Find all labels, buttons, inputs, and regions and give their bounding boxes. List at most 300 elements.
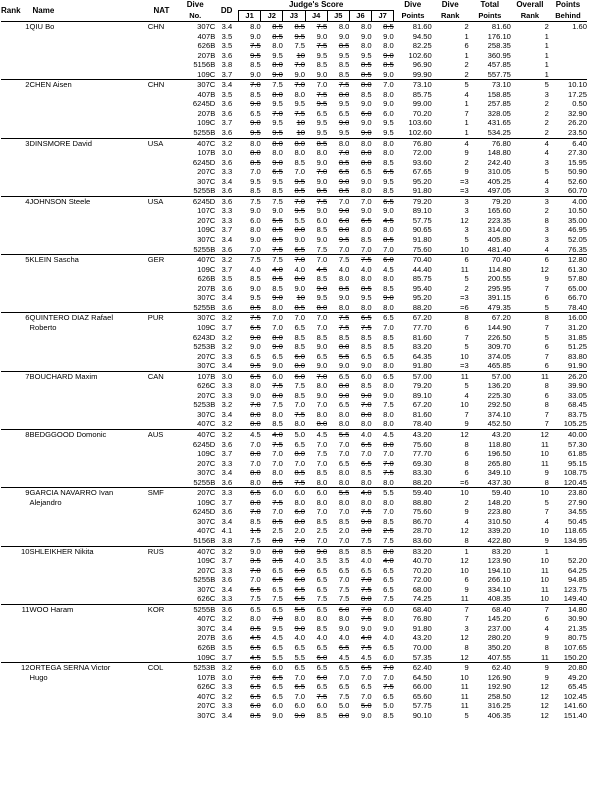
judge-score-value: 9.0	[294, 235, 306, 245]
judge-score-value: 8.0	[250, 614, 261, 624]
judge-score	[239, 352, 261, 362]
dive-number: 109C	[197, 556, 216, 566]
dive-rank: 11	[460, 594, 469, 604]
judge-score-value: 8.5	[383, 157, 394, 167]
judge-score-value: 6.5	[316, 108, 328, 118]
overall-rank: 1	[544, 60, 549, 70]
name-blank	[30, 391, 148, 401]
judge-score-value: 8.5	[383, 60, 394, 70]
judge-score	[327, 361, 349, 371]
points-behind: 23.50	[567, 128, 587, 138]
judge-score	[327, 118, 349, 128]
judge-score-value: 9.0	[250, 283, 261, 293]
judge-score	[239, 167, 261, 177]
judge-score-value: 6.5	[272, 575, 283, 585]
nat-blank	[148, 158, 175, 168]
points-behind	[549, 51, 587, 61]
judge-score-value: 7.0	[272, 507, 283, 517]
judge-score-value: 8.0	[383, 361, 394, 371]
judge-score-value: 8.0	[316, 477, 328, 487]
total-points: 126.90	[487, 672, 511, 682]
difficulty: 3.6	[221, 477, 233, 487]
total-points: 114.80	[488, 264, 511, 274]
judge-score-value: 6.0	[250, 701, 261, 711]
judge-score-value: 8.0	[294, 449, 306, 459]
judge-score-value: 9.0	[338, 176, 350, 186]
dive-row	[1, 303, 587, 313]
judge-score-value: 8.0	[338, 381, 350, 391]
dive-rank: 1	[464, 31, 469, 41]
judge-score	[239, 498, 261, 508]
judge-score	[327, 245, 349, 255]
judge-score-value: 8.5	[316, 332, 328, 342]
dive-points: 99.90	[412, 69, 432, 79]
points-behind	[549, 60, 587, 70]
judge-score	[283, 701, 305, 711]
judge-score	[372, 216, 394, 226]
dive-number: 6243D	[192, 332, 216, 342]
judge-score	[349, 673, 371, 683]
judge-score-value: 2.0	[294, 526, 306, 536]
dive-row	[1, 633, 587, 643]
judge-score	[372, 585, 394, 595]
judge-score	[305, 663, 327, 673]
judge-score	[305, 41, 327, 51]
judge-score-value: 7.5	[316, 594, 328, 604]
judge-score-value: 7.0	[294, 167, 306, 177]
dive-number: 407C	[197, 614, 216, 624]
judge-score-value: 6.0	[316, 488, 328, 498]
judge-score-value: 8.0	[360, 41, 372, 51]
header-judge-1: J1	[239, 11, 261, 22]
judge-score-value: 4.0	[272, 429, 283, 439]
total-points: 557.75	[487, 69, 511, 79]
judge-score	[372, 51, 394, 61]
total-points: 328.05	[487, 108, 511, 118]
dive-points: 83.30	[412, 468, 432, 478]
dive-points: 67.20	[412, 400, 432, 410]
name-blank	[30, 352, 148, 362]
overall-rank: 6	[511, 255, 549, 265]
judge-score	[239, 594, 261, 604]
nat-blank	[148, 109, 175, 119]
judge-score	[349, 711, 371, 721]
judge-score-value: 1.5	[250, 526, 261, 536]
judge-score	[305, 488, 327, 498]
judge-score-value: 7.5	[360, 614, 372, 624]
difficulty: 3.6	[221, 244, 233, 254]
judge-score	[239, 381, 261, 391]
points-behind: 65.45	[567, 682, 587, 692]
judge-score-value: 7.0	[360, 244, 372, 254]
judge-score-value: 9.0	[383, 390, 394, 400]
judge-score-value: 9.5	[383, 176, 394, 186]
judge-score	[305, 148, 327, 158]
points-behind: 141.60	[563, 701, 587, 711]
judge-score	[261, 711, 283, 721]
judge-score	[261, 566, 283, 576]
judge-score-value: 6.0	[383, 652, 394, 662]
judge-score-value: 7.5	[383, 468, 394, 478]
judge-score-value: 8.0	[316, 419, 328, 429]
judge-score-value: 6.5	[338, 371, 350, 381]
dive-row	[1, 478, 587, 488]
points-behind: 40.00	[549, 429, 587, 439]
dive-row	[1, 196, 587, 206]
judge-score	[261, 118, 283, 128]
name-blank	[30, 468, 148, 478]
dive-points: 72.00	[412, 148, 432, 158]
judge-score-value: 8.5	[383, 342, 394, 352]
athlete-name: ORTEGA SERNA Victor	[30, 663, 148, 673]
judge-score-value: 9.0	[250, 546, 261, 556]
judge-score	[372, 440, 394, 450]
points-behind: 30.90	[567, 614, 587, 624]
judge-score-value: 7.0	[360, 691, 372, 701]
dive-points: 95.20	[412, 293, 432, 303]
athlete-name: BEDGGOOD Domonic	[30, 429, 148, 439]
dive-points: 90.10	[412, 710, 432, 720]
points-behind	[549, 41, 587, 51]
judge-score	[349, 653, 371, 663]
judge-score-value: 8.5	[316, 710, 328, 720]
header-judge-5: J5	[327, 11, 349, 22]
judge-score	[283, 604, 305, 614]
name-blank	[30, 225, 148, 235]
overall-rank: 4	[544, 148, 549, 158]
judge-score-value: 6.5	[338, 167, 350, 177]
judge-score-value: 6.5	[250, 351, 261, 361]
dive-number: 307C	[197, 468, 216, 478]
judge-score-value: 8.5	[338, 332, 350, 342]
judge-score-value: 7.0	[338, 507, 350, 517]
judge-score	[283, 459, 305, 469]
rank-blank	[1, 633, 30, 643]
judge-score	[305, 235, 327, 245]
header-nat: NAT	[153, 5, 170, 15]
judge-score-value: 8.0	[360, 186, 372, 196]
judge-score-value: 8.5	[383, 235, 394, 245]
nat-blank	[148, 342, 175, 352]
judge-score-value: 8.0	[294, 497, 306, 507]
judge-score	[261, 342, 283, 352]
judge-score-value: 7.5	[272, 255, 283, 265]
dive-rank: 4	[464, 390, 469, 400]
judge-score-value: 7.0	[250, 80, 261, 90]
overall-rank: 3	[511, 196, 549, 206]
judge-score-value: 8.0	[383, 302, 394, 312]
judge-score-value: 8.5	[316, 60, 328, 70]
judge-score-value: 8.5	[272, 283, 283, 293]
judge-score	[349, 32, 371, 42]
judge-score-value: 8.0	[272, 41, 283, 51]
dive-rank: 12	[460, 556, 469, 566]
judge-score-value: 5.0	[294, 429, 306, 439]
judge-score-value: 6.5	[383, 565, 394, 575]
dive-row	[1, 128, 587, 138]
judge-score	[349, 643, 371, 653]
name-blank	[30, 51, 148, 61]
judge-score	[372, 449, 394, 459]
athlete-nat: CHN	[148, 80, 175, 90]
dive-row	[1, 323, 587, 333]
dive-rank: 6	[464, 322, 469, 332]
judge-score	[372, 361, 394, 371]
judge-score	[372, 32, 394, 42]
header-overall-rank-2: Rank	[520, 10, 540, 20]
dive-number: 207B	[197, 283, 216, 293]
dive-row	[1, 90, 587, 100]
difficulty: 3.6	[221, 633, 233, 643]
points-behind: 134.95	[563, 535, 587, 545]
judge-score-value: 6.0	[272, 663, 283, 673]
judge-score-value: 8.0	[294, 419, 306, 429]
judge-score	[283, 32, 305, 42]
dive-rank: 7	[464, 409, 469, 419]
judge-score-value: 7.5	[383, 682, 394, 692]
judge-score-value: 6.5	[272, 351, 283, 361]
points-behind	[549, 32, 587, 42]
judge-score-value: 9.5	[294, 99, 306, 109]
name-blank	[30, 293, 148, 303]
judge-score	[239, 60, 261, 70]
judge-score-value: 8.5	[316, 225, 328, 235]
dive-row	[1, 526, 587, 536]
judge-score-value: 8.5	[316, 138, 328, 148]
judge-score-value: 6.5	[294, 643, 306, 652]
judge-score	[239, 235, 261, 245]
judge-score-value: 9.5	[338, 50, 350, 60]
name-blank	[30, 517, 148, 527]
judge-score-value: 8.0	[383, 138, 394, 148]
judge-score-value: 8.5	[360, 546, 372, 556]
dive-points: 74.25	[412, 594, 432, 604]
overall-rank: 4	[544, 623, 549, 633]
judge-score-value: 6.5	[360, 682, 372, 692]
judge-score-value: 4.0	[250, 264, 261, 274]
judge-score-value: 6.5	[250, 691, 261, 701]
rank-blank	[1, 216, 30, 226]
judge-score-value: 4.5	[360, 652, 372, 662]
athlete-nat: PUR	[148, 313, 175, 323]
points-behind: 1.60	[549, 22, 587, 32]
dive-row	[1, 313, 587, 323]
judge-score-value: 3.0	[360, 526, 372, 536]
points-behind: 14.80	[549, 604, 587, 614]
judge-score	[283, 51, 305, 61]
judge-score-value: 6.5	[383, 584, 394, 594]
judge-score-value: 6.5	[294, 322, 306, 332]
dive-points: 90.65	[412, 225, 432, 235]
judge-score-value: 7.0	[294, 196, 306, 206]
judge-score-value: 7.0	[338, 575, 350, 585]
judge-score	[327, 51, 349, 61]
judge-score-value: 8.5	[316, 623, 328, 633]
points-behind: 83.75	[567, 409, 587, 419]
total-points: 360.95	[487, 50, 511, 60]
judge-score	[349, 138, 371, 148]
judge-score-value: 8.5	[250, 516, 261, 526]
dive-row	[1, 468, 587, 478]
dive-rank: 12	[460, 526, 469, 536]
dive-row	[1, 701, 587, 711]
dive-row	[1, 692, 587, 702]
overall-rank: 10	[540, 526, 549, 536]
dive-number: 626B	[197, 274, 216, 284]
nat-blank	[148, 400, 175, 410]
judge-score-value: 7.5	[360, 322, 372, 332]
rank-blank	[1, 274, 30, 284]
judge-score	[372, 624, 394, 634]
points-behind: 4.00	[549, 196, 587, 206]
difficulty: 3.0	[221, 672, 233, 682]
judge-score	[372, 391, 394, 401]
judge-score	[327, 429, 349, 439]
judge-score-value: 9.0	[250, 206, 261, 216]
judge-score-value: 8.0	[383, 381, 394, 391]
judge-score-value: 5.0	[360, 701, 372, 711]
judge-score-value: 9.0	[360, 516, 372, 526]
name-blank	[30, 284, 148, 294]
judge-score	[327, 99, 349, 109]
dive-row	[1, 643, 587, 653]
judge-score-value: 6.5	[316, 663, 328, 673]
judge-score	[327, 323, 349, 333]
judge-score	[349, 488, 371, 498]
judge-score-value: 6.0	[250, 663, 261, 673]
rank-blank	[1, 235, 30, 245]
judge-score	[305, 118, 327, 128]
total-points: 350.20	[487, 643, 511, 652]
judge-score-value: 8.0	[272, 546, 283, 556]
nat-blank	[148, 449, 175, 459]
judge-score	[372, 313, 394, 323]
nat-blank	[148, 216, 175, 226]
judge-score	[283, 41, 305, 51]
points-behind: 66.70	[567, 293, 587, 303]
rank-blank	[1, 711, 30, 721]
dive-points: 86.70	[412, 516, 432, 526]
judge-score	[305, 352, 327, 362]
judge-score	[327, 526, 349, 536]
points-behind: 95.15	[567, 458, 587, 468]
judge-score-value: 6.5	[272, 167, 283, 177]
judge-score-value: 9.5	[360, 293, 372, 303]
overall-rank: 8	[544, 381, 549, 391]
dive-number: 626C	[197, 381, 216, 391]
nat-blank	[148, 643, 175, 653]
judge-score-value: 8.0	[338, 497, 350, 507]
judge-score-value: 8.0	[338, 614, 350, 624]
judge-score	[283, 206, 305, 216]
judge-score	[261, 604, 283, 614]
judge-score	[349, 478, 371, 488]
judge-score	[372, 128, 394, 138]
dive-row	[1, 566, 587, 576]
name-blank	[30, 585, 148, 595]
dive-number: 107C	[197, 206, 216, 216]
judge-score-value: 6.5	[250, 371, 261, 381]
total-points: 431.65	[487, 118, 511, 128]
judge-score-value: 6.0	[272, 701, 283, 711]
points-behind: 108.75	[563, 468, 587, 478]
dive-row	[1, 70, 587, 80]
judge-score-value: 9.5	[294, 176, 306, 186]
judge-score	[239, 70, 261, 80]
judge-score	[283, 342, 305, 352]
judge-score	[372, 41, 394, 51]
dive-row	[1, 225, 587, 235]
judge-score	[327, 478, 349, 488]
header-dive-points-2: Points	[401, 10, 425, 20]
judge-score	[261, 594, 283, 604]
judge-score	[372, 80, 394, 90]
judge-score-value: 7.0	[360, 400, 372, 410]
nat-blank	[148, 556, 175, 566]
judge-score-value: 9.0	[338, 31, 350, 41]
difficulty: 3.7	[221, 652, 233, 662]
judge-score	[283, 410, 305, 420]
judge-score	[261, 371, 283, 381]
nat-blank	[148, 41, 175, 51]
dive-number: 109C	[197, 118, 216, 128]
judge-score-value: 7.0	[338, 439, 350, 449]
name-blank	[30, 177, 148, 187]
points-behind: 6.40	[549, 138, 587, 148]
judge-score-value: 8.0	[316, 302, 328, 312]
dive-number: 307C	[197, 516, 216, 526]
judge-score	[239, 245, 261, 255]
nat-blank	[148, 419, 175, 429]
judge-score-value: 6.5	[360, 565, 372, 575]
total-points: 405.25	[487, 176, 511, 186]
judge-score	[239, 118, 261, 128]
total-points: 196.50	[487, 449, 511, 459]
judge-score-value: 8.0	[383, 439, 394, 449]
judge-score-value: 4.5	[383, 264, 394, 274]
dive-row	[1, 391, 587, 401]
dive-row	[1, 517, 587, 527]
judge-score	[327, 206, 349, 216]
difficulty: 3.6	[221, 128, 233, 138]
nat-blank	[148, 186, 175, 196]
total-points: 339.20	[487, 526, 511, 536]
dive-number: 109C	[197, 497, 216, 507]
difficulty: 3.3	[221, 215, 233, 225]
difficulty: 3.6	[215, 604, 238, 614]
overall-rank: 8	[544, 643, 549, 652]
dive-rank: 10	[460, 244, 469, 254]
judge-score	[349, 400, 371, 410]
judge-score	[349, 526, 371, 536]
judge-score	[261, 517, 283, 527]
total-points: 73.10	[469, 80, 511, 90]
judge-score	[305, 342, 327, 352]
total-points: 374.10	[487, 409, 511, 419]
nat-blank	[148, 575, 175, 585]
dive-points: 89.10	[412, 206, 432, 216]
judge-score	[283, 478, 305, 488]
judge-score	[327, 682, 349, 692]
judge-score	[305, 51, 327, 61]
judge-score-value: 7.0	[250, 244, 261, 254]
points-behind: 61.30	[567, 264, 587, 274]
judge-score-value: 8.5	[360, 89, 372, 99]
dive-points: 88.80	[412, 497, 432, 507]
judge-score	[261, 80, 283, 90]
judge-score	[327, 235, 349, 245]
name-blank	[30, 206, 148, 216]
